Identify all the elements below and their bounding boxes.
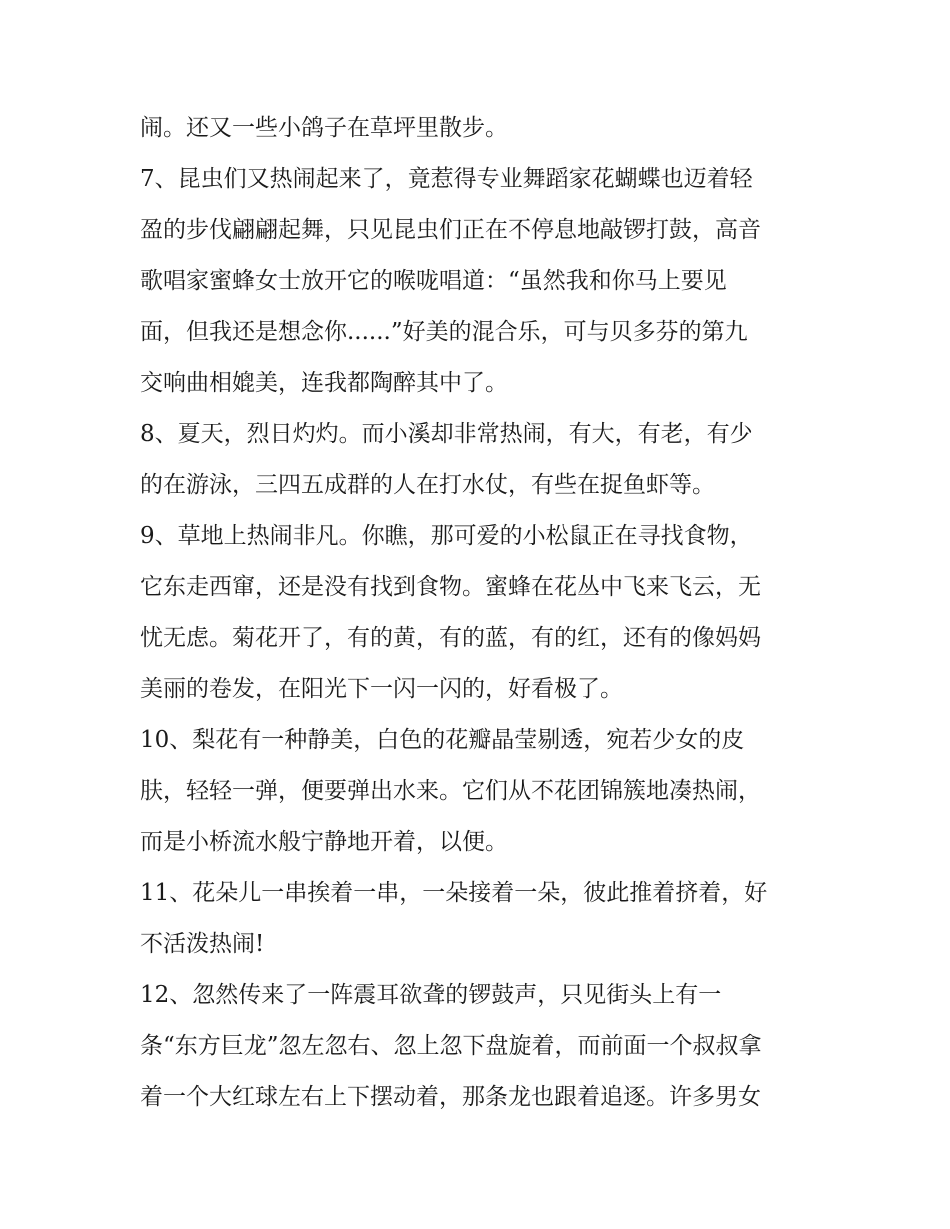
text-line: 10、梨花有一种静美，白色的花瓣晶莹剔透，宛若少女的皮 — [140, 727, 745, 753]
text-line: 11、花朵儿一串挨着一串，一朵接着一朵，彼此推着挤着，好 — [140, 880, 768, 906]
text-line: 而是小桥流水般宁静地开着，以便。 — [140, 829, 508, 855]
text-line: 的在游泳，三四五成群的人在打水仗，有些在捉鱼虾等。 — [140, 472, 715, 498]
text-line: 闹。还又一些小鸽子在草坪里散步。 — [140, 115, 508, 141]
text-line: 它东走西窜，还是没有找到食物。蜜蜂在花丛中飞来飞云，无 — [140, 574, 761, 600]
text-line: 交响曲相媲美，连我都陶醉其中了。 — [140, 370, 508, 396]
text-line: 7、昆虫们又热闹起来了，竟惹得专业舞蹈家花蝴蝶也迈着轻 — [140, 166, 753, 192]
text-line: 美丽的卷发，在阳光下一闪一闪的，好看极了。 — [140, 676, 623, 702]
text-line: 条“东方巨龙”忽左忽右、忽上忽下盘旋着，而前面一个叔叔拿 — [140, 1033, 762, 1059]
text-line: 8、夏天，烈日灼灼。而小溪却非常热闹，有大，有老，有少 — [140, 421, 753, 447]
text-line: 12、忽然传来了一阵震耳欲聋的锣鼓声，只见街头上有一 — [140, 982, 722, 1008]
text-line: 忧无虑。菊花开了，有的黄，有的蓝，有的红，还有的像妈妈 — [140, 625, 761, 651]
text-line: 不活泼热闹! — [140, 931, 265, 957]
text-line: 肤，轻轻一弹，便要弹出水来。它们从不花团锦簇地凑热闹， — [140, 778, 761, 804]
text-line: 歌唱家蜜蜂女士放开它的喉咙唱道：“虽然我和你马上要见 — [140, 268, 727, 294]
text-line: 9、草地上热闹非凡。你瞧，那可爱的小松鼠正在寻找食物， — [140, 523, 753, 549]
text-line: 盈的步伐翩翩起舞，只见昆虫们正在不停息地敲锣打鼓，高音 — [140, 217, 761, 243]
text-line: 着一个大红球左右上下摆动着，那条龙也跟着追逐。许多男女 — [140, 1084, 761, 1110]
text-line: 面，但我还是想念你......”好美的混合乐，可与贝多芬的第九 — [140, 319, 748, 345]
